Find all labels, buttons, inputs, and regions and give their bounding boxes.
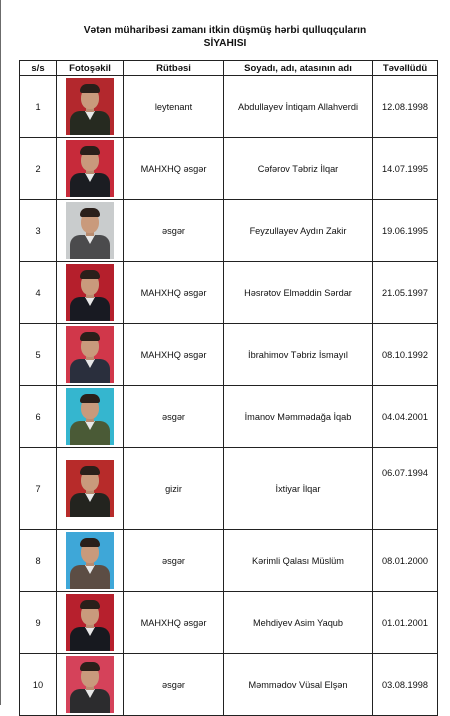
row-number: 7 [20,448,57,530]
row-number: 6 [20,386,57,448]
photo-cell [57,324,124,386]
birthdate-cell: 01.01.2001 [373,592,438,654]
portrait-photo [66,594,114,651]
table-row [20,200,438,262]
photo-cell [57,448,124,530]
photo-cell [57,138,124,200]
birthdate-cell: 21.05.1997 [373,262,438,324]
table-row [20,262,438,324]
header-photo: Fotoşəkil [57,61,124,76]
birthdate-cell: 14.07.1995 [373,138,438,200]
table-body [20,76,438,716]
row-number: 2 [20,138,57,200]
table-row [20,76,438,138]
missing-servicemen-table [19,60,438,716]
birthdate-cell: 08.10.1992 [373,324,438,386]
photo-cell [57,386,124,448]
birthdate-cell: 04.04.2001 [373,386,438,448]
full-name-cell: İbrahimov Təbriz İsmayıl [224,324,373,386]
birthdate-cell: 03.08.1998 [373,654,438,716]
portrait-hair [80,466,100,475]
rank-cell: əsgər [124,530,224,592]
full-name-cell: Məmmədov Vüsal Elşən [224,654,373,716]
portrait-photo [66,460,114,517]
table-row [20,324,438,386]
rank-cell: MAHXHQ əsgər [124,324,224,386]
rank-cell: gizir [124,448,224,530]
table-row [20,654,438,716]
portrait-hair [80,146,100,155]
birthdate-cell: 19.06.1995 [373,200,438,262]
portrait-photo [66,532,114,589]
table-row [20,386,438,448]
header-number: s/s [20,61,57,76]
portrait-hair [80,270,100,279]
portrait-hair [80,84,100,93]
portrait-photo [66,202,114,259]
rank-cell: əsgər [124,386,224,448]
row-number: 1 [20,76,57,138]
full-name-cell: Abdullayev İntiqam Allahverdi [224,76,373,138]
rank-cell: əsgər [124,200,224,262]
portrait-photo [66,656,114,713]
page-edge-line [0,0,1,705]
birthdate-cell: 12.08.1998 [373,76,438,138]
portrait-photo [66,140,114,197]
rank-cell: MAHXHQ əsgər [124,592,224,654]
full-name-cell: İmanov Məmmədağa İqab [224,386,373,448]
portrait-hair [80,394,100,403]
portrait-hair [80,600,100,609]
table-row [20,592,438,654]
rank-cell: leytenant [124,76,224,138]
photo-cell [57,530,124,592]
rank-cell: MAHXHQ əsgər [124,262,224,324]
photo-cell [57,76,124,138]
portrait-photo [66,388,114,445]
photo-cell [57,592,124,654]
photo-cell [57,200,124,262]
full-name-cell: Kərimli Qalası Müslüm [224,530,373,592]
table-row [20,530,438,592]
document-title [0,24,450,50]
header-name: Soyadı, adı, atasının adı [224,61,373,76]
rank-cell: MAHXHQ əsgər [124,138,224,200]
row-number: 3 [20,200,57,262]
header-birthdate: Təvəllüdü [373,61,438,76]
title-line-2: SİYAHISI [203,38,247,49]
rank-cell: əsgər [124,654,224,716]
portrait-photo [66,78,114,135]
full-name-cell: Cəfərov Təbriz İlqar [224,138,373,200]
table-row [20,448,438,530]
row-number: 4 [20,262,57,324]
table-row [20,138,438,200]
photo-cell [57,262,124,324]
portrait-hair [80,662,100,671]
portrait-hair [80,208,100,217]
portrait-hair [80,538,100,547]
row-number: 5 [20,324,57,386]
full-name-cell: Həsrətov Elməddin Sərdar [224,262,373,324]
birthdate-cell: 08.01.2000 [373,530,438,592]
full-name-cell: Mehdiyev Asim Yaqub [224,592,373,654]
table-header-row [20,61,438,76]
birthdate-cell: 06.07.1994 [373,448,438,530]
row-number: 9 [20,592,57,654]
row-number: 10 [20,654,57,716]
portrait-photo [66,326,114,383]
full-name-cell: Feyzullayev Aydın Zakir [224,200,373,262]
photo-cell [57,654,124,716]
portrait-hair [80,332,100,341]
header-rank: Rütbəsi [124,61,224,76]
portrait-photo [66,264,114,321]
title-line-1: Vətən müharibəsi zamanı itkin düşmüş hərbi qulluqçuların [83,25,367,36]
row-number: 8 [20,530,57,592]
full-name-cell: İxtiyar İlqar [224,448,373,530]
